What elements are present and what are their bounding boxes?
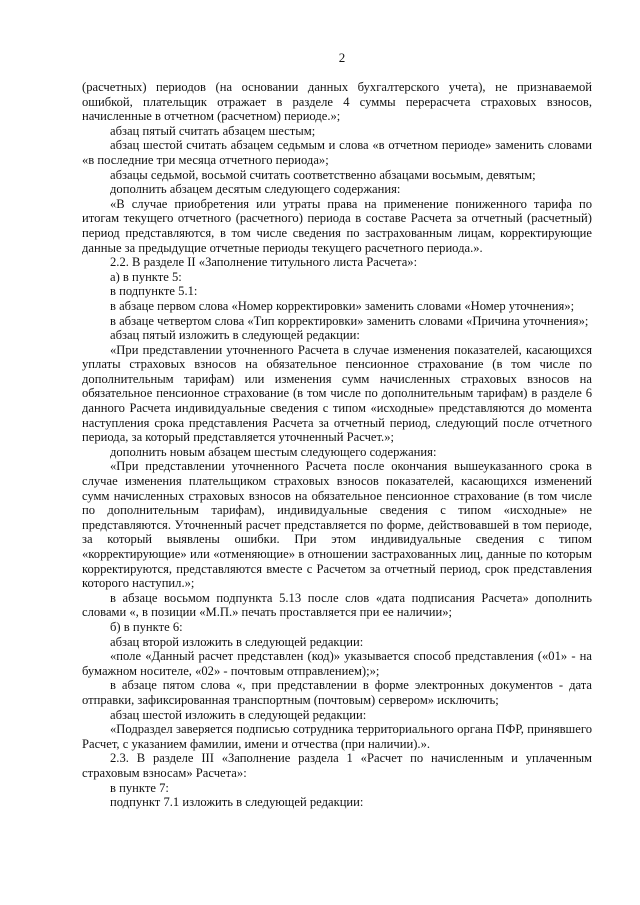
page-number: 2 (338, 50, 346, 65)
paragraph: «При представлении уточненного Расчета в случае изменения показателей, касающихся уплаты страховых взносов на обязательное пенсионное страхование (в том числе по дополнительным тарифам) или изменения сумм начисленных страховых взносов на обязательное пенсионное страхование (в том числе по дополнительным тарифам) в разделе 6 данного Расчета индивидуальные сведения с типом «исходные» представляются до момента наступления срока представления Расчета за отчетный период, следующий после отчетного периода, за который представляется уточненный Расчет.»; (82, 342, 592, 445)
paragraph: в абзаце восьмом подпункта 5.13 после слов «дата подписания Расчета» дополнить словами «, в позиции «М.П.» печать проставляется при ее наличии»; (82, 590, 592, 620)
paragraph: а) в пункте 5: (110, 269, 182, 284)
paragraph: в абзаце четвертом слова «Тип корректировки» заменить словами «Причина уточнения»; (110, 313, 589, 328)
document-body (82, 80, 592, 810)
paragraph: дополнить абзацем десятым следующего содержания: (110, 182, 401, 197)
paragraph: в подпункте 5.1: (110, 284, 198, 299)
paragraph: в пункте 7: (110, 780, 169, 795)
paragraph: в абзаце первом слова «Номер корректировки» заменить словами «Номер уточнения»; (110, 298, 575, 313)
paragraph: «поле «Данный расчет представлен (код)» указывается способ представления («01» - на бумажном носителе, «02» - почтовым отправлением);»; (82, 649, 592, 678)
paragraph: абзацы седьмой, восьмой считать соответственно абзацами восьмым, девятым; (110, 167, 536, 182)
paragraph: абзац шестой изложить в следующей редакции: (110, 707, 367, 722)
paragraph: «При представлении уточненного Расчета после окончания вышеуказанного срока в случае изменения плательщиком страховых взносов показателей, касающихся изменений сумм начисленных страховых взносов на обязательное пенсионное страхование (в том числе по дополнительным тарифам), индивидуальные сведения с типом «исходные» не представляются. Уточненный расчет представляется по форме, действовавшей в том периоде, за который выявлены ошибки. При этом индивидуальные сведения с типом «корректирующие» или «отменяющие» в отношении застрахованных лиц, данные по которым корректируются, представляются вместе с Расчетом за отчетный период, срок представления которого наступил.»; (82, 459, 592, 591)
paragraph: 2.3. В разделе III «Заполнение раздела 1 «Расчет по начисленным и уплаченным страховым взносам» Расчета»: (82, 751, 592, 780)
paragraph: (расчетных) периодов (на основании данных бухгалтерского учета), не признаваемой ошибкой, плательщик отражает в разделе 4 суммы перерасчета страховых взносов, начисленные в отчетном (расчетном) периоде.»; (82, 80, 592, 124)
paragraph: абзац пятый изложить в следующей редакции: (110, 328, 360, 343)
paragraph: «В случае приобретения или утраты права на применение пониженного тарифа по итогам текущего отчетного (расчетного) периода в составе Расчета за отчетный (расчетный) период представляются, в том числе сведения по застрахованным лицам, корректирующие данные за предыдущие отчетные периоды текущего расчетного периода.». (82, 196, 592, 255)
paragraph: абзац шестой считать абзацем седьмым и слова «в отчетном периоде» заменить словами «в последние три месяца отчетного периода»; (82, 138, 592, 167)
paragraph: абзац пятый считать абзацем шестым; (110, 123, 316, 138)
paragraph: 2.2. В разделе II «Заполнение титульного листа Расчета»: (110, 255, 418, 270)
paragraph: дополнить новым абзацем шестым следующего содержания: (110, 444, 437, 459)
paragraph: в абзаце пятом слова «, при представлении в форме электронных документов - дата отправки, зафиксированная транспортным (почтовым) сервером» исключить; (82, 678, 592, 707)
paragraph: б) в пункте 6: (110, 619, 183, 634)
paragraph: подпункт 7.1 изложить в следующей редакции: (110, 795, 364, 810)
paragraph: «Подраздел заверяется подписью сотрудника территориального органа ПФР, принявшего Расчет, с указанием фамилии, имени и отчества (при наличии).». (82, 722, 592, 751)
paragraph: абзац второй изложить в следующей редакции: (110, 634, 364, 649)
